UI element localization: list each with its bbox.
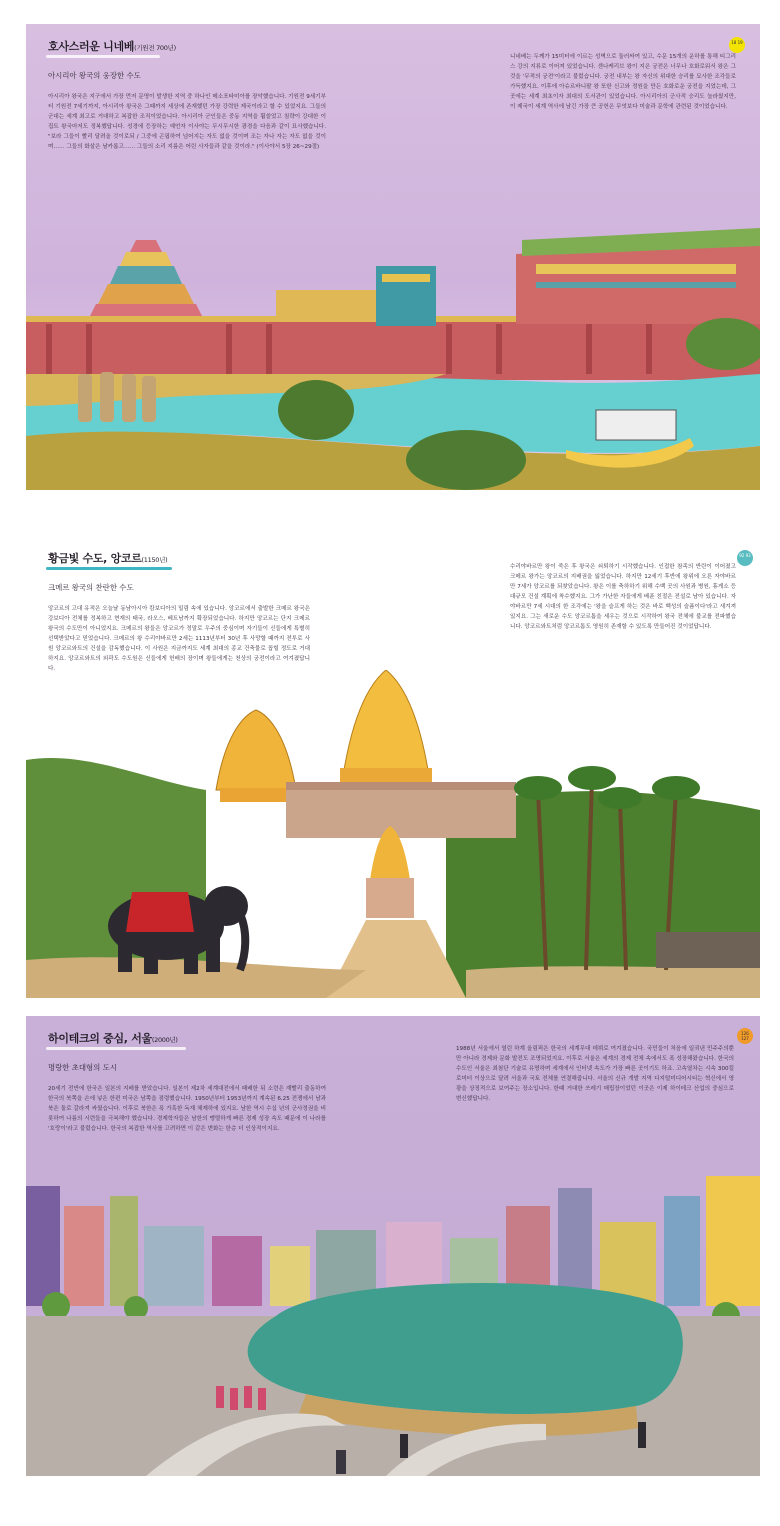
spread-seoul (26, 1016, 760, 1476)
title-date: (1150년) (141, 556, 168, 564)
angkor-illustration (26, 670, 760, 998)
title-date: (기원전 700년) (134, 44, 176, 52)
temple-tower-main (340, 670, 432, 782)
title-underline (46, 567, 172, 570)
palace-main (516, 228, 760, 324)
spread-title (48, 38, 176, 54)
body-text-left: 앙코르의 고대 유적은 오늘날 동남아시아 캄보디아의 밀림 속에 있습니다. 앙코르에서 출발한 크메르 왕국은 강보디아 전체를 정복하고 현재의 태국, 라오스, 베트남까지 확장되었습니다. 하지만 앙코르는 단지 크메르 왕국의 수도만이 아니었지요. 크메르의 왕들은 앙코르가 정말로 우주의 중심이며 자기들이 신들에게 특별히 선택받았다고 믿었습니다. 크메르의 왕 수리야바르만 2세는 1113년부터 30년 후 사망할 때까지 전투로 사원 앙코르와트의 건설을 감독했습니다. 이 사원은 지금까지도 세계 최대의 종교 건축물로 꼽힐 정도로 거대하지요. 앙코르와트의 외곽도 수도원은 신들에게 헌배의 장이며 왕들에게는 천상의 궁전이라고 여겨졌답니다. (48, 606, 310, 672)
temple-gallery (286, 788, 516, 838)
city-skyline (26, 1176, 760, 1306)
stone-heads (656, 932, 760, 968)
bush (406, 430, 526, 490)
bush (278, 380, 354, 440)
title-underline (46, 55, 160, 58)
page-number-badge: 18 19 (729, 37, 745, 53)
gallery-roof (286, 782, 516, 790)
spread-subtitle: 명랑한 초대형의 도시 (48, 1063, 117, 1072)
title-date: (2000년) (151, 1036, 178, 1044)
title-underline (46, 1047, 186, 1050)
temple-tower-left (216, 710, 296, 802)
ground-right (466, 966, 760, 998)
title-text: 하이테크의 중심, 서울 (48, 1032, 152, 1045)
ziggurat (86, 240, 206, 324)
body-text-left: 20세기 전반에 한국은 일본의 지배를 받았습니다. 일본이 제2차 세계대전에서 패배한 뒤 소련은 재빨리 출동하여 한국의 북쪽을 손에 넣은 한편 미국은 남쪽을 점령했습니다. 1950년부터 1953년까지 계속된 6.25 전쟁에서 남과 북은 둘로 갈라져 싸웠습니다. 이후로 북한은 폭 가혹한 독재 체제하에 있지요. 남한 역시 수십 년의 군사정권을 비롯하여 나름의 시련들을 극복해야 했습니다. 경제학자들은 남한의 맹렬하게 빠른 경제 성장 속도 때문에 이 나라를 '호랑이'라고 불렀습니다. 한국의 복잡한 역사를 고려하면 이 같은 변화는 한층 더 인상적이지요. (48, 1086, 326, 1132)
spread-subtitle: 아시리아 왕국의 웅장한 수도 (48, 71, 141, 80)
title-text: 호사스러운 니네베 (48, 40, 135, 53)
nineveh-illustration (26, 224, 760, 490)
dongdaemun-design-plaza (248, 1283, 683, 1436)
spread-nineveh (26, 24, 760, 490)
spread-angkor (26, 530, 760, 998)
temple-gate (366, 826, 414, 918)
causeway (326, 920, 466, 998)
spread-subtitle: 크메르 왕국의 찬란한 수도 (48, 583, 134, 592)
page-number-badge: 126 127 (737, 1028, 753, 1044)
body-text-right: 1988년 서울에서 열린 하계 올림픽은 한국의 세계무대 데뷔로 여겨졌습니다. 국민들이 처음에 일궈낸 민주주의뿐만 아니라 경제와 문화 발전도 조명되었지요. 이후로 서울은 세계의 경제 전체 속에서도 폭 성장해왔습니다. 한국의 수도인 서울은 최첨단 기술로 유명하며 세계에서 인터넷 속도가 가장 빠른 곳이기도 하죠. 고속열차는 시속 300킬로미터 이상으로 달려 서울과 국토 전체를 연결해줍니다. 서울의 신규 개발 지역 디지털미디어시티는 혁신에서 영광을 상징적으로 보여주는 장소입니다. 한때 거대한 쓰레기 매립장이었던 이곳은 이제 하이테크 산업의 중심으로 변신했답니다. (456, 1046, 734, 1102)
body-text-left: 아시리아 왕국은 지구에서 가장 먼저 문명이 발생한 지역 중 하나인 메소포타미아를 장악했습니다. 기원전 9세기부터 기원전 7세기까지, 아시리아 왕국은 그때까지 세상에 존재했던 가장 강력한 제국이라고 할 수 있었지요. 그들의 군대는 세계 최고로 거대하고 복잡한 조직이었습니다. 아시리아 군인들은 중동 지역을 휩쓸었고 침략이 강대한 이집트 왕국마저도 정복했답니다. 성경에 등장하는 예언자 이사야는 무시무시한 광경을 다음과 같이 묘사했습니다. "보라 그들이 빨리 달려올 것이로되 / 그중에 곤핍하여 넘어지는 자도 없을 것이며 조는 자나 자는 자도 없을 것이며…… 그들의 화살은 날카롭고…… 그들의 소리 지름은 어린 사자들과 같을 것이라." (이사야서 5장 26~29절) (48, 94, 326, 150)
spread-title (48, 1030, 178, 1046)
body-text-right: 수리야바르만 왕이 죽은 후 왕국은 쇠퇴하기 시작했습니다. 인접한 참족의 반란이 이어졌고 크메르 왕가는 앙코르의 지배권을 잃었습니다. 하지만 12세기 후반에 왕위에 오른 자야바르만 7세가 앙코르를 되찾았습니다. 왕은 이를 축하하기 위해 수백 곳의 사원과 병원, 휴게소 등 대규모 건설 계획에 착수했지요. 그가 가난한 자들에게 베푼 친절은 전설로 남아 있습니다. 자야바르만 7세 시대의 한 조각에는 '왕을 슬프게 하는 것은 바로 백성의 슬픔이다'라고 새겨져 있지요. 그는 새로운 수도 앙코르톰을 세우는 것으로 시작하여 왕국 전체에 불교를 전파했습니다. 앙코르와트처럼 앙코르톰도 영원히 존재할 수 있도록 만들어진 것이었답니다. (510, 564, 736, 630)
spread-title (48, 550, 167, 566)
body-text-right: 니네베는 두께가 15미터에 이르는 성벽으로 둘러싸여 있고, 수문 15개의 운하를 통해 티그리스 강의 지류로 이어져 있었습니다. 센나케리브 왕이 지은 궁전은 너무나 호화로워서 왕은 그것을 '무적의 궁전'이라고 불렀습니다. 궁전 내부는 왕 자신의 위대한 승리를 묘사한 조각들로 가득했지요. 이후에 아슈르바니팔 왕 또한 신고와 정원을 만든 호화로운 궁전을 지었는데, 그곳에는 세계 최초이자 최대의 도서관이 있었습니다. 아시리아의 군사적 승리도 놀라웠지만, 이 제국이 세계 역사에 남긴 가장 큰 공헌은 무엇보다 미술과 문학에 관련된 것이었습니다. (510, 54, 736, 110)
seoul-illustration (26, 1166, 760, 1476)
palace-gate (276, 266, 436, 326)
title-text: 황금빛 수도, 앙코르 (48, 552, 142, 565)
page-number-badge: 92 93 (737, 550, 753, 566)
